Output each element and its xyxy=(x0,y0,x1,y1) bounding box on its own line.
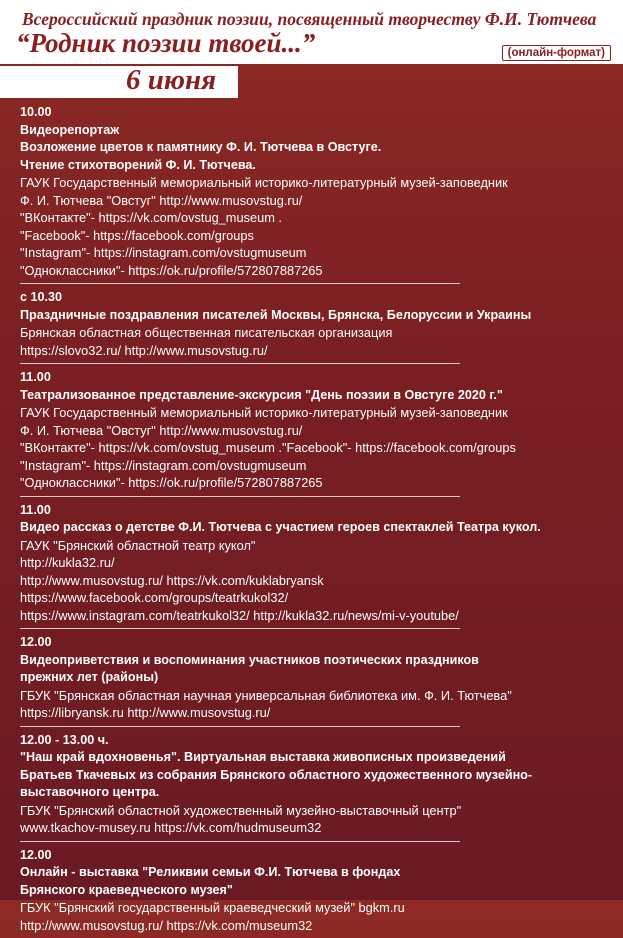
event-time: 12.00 - 13.00 ч. xyxy=(20,732,109,747)
event-detail-line: https://libryansk.ru http://www.musovstug.ru/ xyxy=(20,705,271,720)
event-detail-line: "ВКонтакте"- https://vk.com/ovstug_museum ."Facebook"- https://facebook.com/groups xyxy=(20,440,516,455)
event-detail-line: ГАУК Государственный мемориальный историко-литературный музей-заповедник xyxy=(20,175,508,190)
event-title: Видеоприветствия и воспоминания участников поэтических праздников xyxy=(20,652,479,667)
event-divider xyxy=(20,628,460,629)
event-detail-line: "Instagram"- https://instagram.com/ovstugmuseum xyxy=(20,457,307,473)
event-divider xyxy=(20,283,460,284)
schedule-event xyxy=(20,369,615,492)
event-detail-line: ГБУК "Брянский государственный краеведческий музей" bgkm.ru xyxy=(20,900,405,915)
event-detail-line: Ф. И. Тютчева "Овстуг" http://www.musovstug.ru/ xyxy=(20,192,303,208)
event-divider xyxy=(20,496,460,497)
date-banner xyxy=(0,66,238,98)
event-title: выставочного центра. xyxy=(20,785,160,799)
event-detail-line: www.tkachov-musey.ru https://vk.com/hudmuseum32 xyxy=(20,820,322,835)
event-title: Возложение цветов к памятнику Ф. И. Тютчева в Овстуге. xyxy=(20,140,382,154)
festival-motto: “Родник поэзии твоей...” xyxy=(16,28,316,58)
event-time: 10.00 xyxy=(20,105,52,119)
event-detail-line: "ВКонтакте"- https://vk.com/ovstug_museum . xyxy=(20,210,282,225)
event-title: Театрализованное представление-экскурсия "День поэзии в Овстуге 2020 г." xyxy=(20,387,503,402)
event-detail-line: https://slovo32.ru/ http://www.musovstug.ru/ xyxy=(20,342,268,358)
schedule-event xyxy=(20,634,615,722)
event-time: с 10.30 xyxy=(20,290,63,304)
event-date: 6 июня xyxy=(126,64,217,96)
event-detail-line: ГАУК Государственный мемориальный историко-литературный музей-заповедник xyxy=(20,405,508,420)
schedule-event xyxy=(20,104,615,279)
festival-title: Всероссийский праздник поэзии, посвященный творчеству Ф.И. Тютчева xyxy=(22,9,597,29)
event-detail-line: http://kukla32.ru/ xyxy=(20,555,115,570)
event-title: прежних лет (районы) xyxy=(20,670,159,684)
event-detail-line: "Instagram"- https://instagram.com/ovstugmuseum xyxy=(20,245,307,260)
event-title: Брянского краеведческого музея" xyxy=(20,882,233,897)
event-divider xyxy=(20,363,460,364)
event-title: Видео рассказ о детстве Ф.И. Тютчева с участием героев спектаклей Театра кукол. xyxy=(20,520,541,534)
event-divider xyxy=(20,841,460,842)
event-time: 11.00 xyxy=(20,370,51,384)
schedule-event xyxy=(20,289,615,359)
event-detail-line: Ф. И. Тютчева "Овстуг" http://www.musovstug.ru/ xyxy=(20,422,303,438)
schedule-event xyxy=(20,732,615,837)
event-detail-line: ГАУК "Брянский областной театр кукол" xyxy=(20,537,256,553)
event-time: 12.00 xyxy=(20,847,52,862)
event-title: Видеорепортаж xyxy=(20,122,120,137)
event-title: Чтение стихотворений Ф. И. Тютчева. xyxy=(20,157,256,172)
event-detail-line: "Одноклассники"- https://ok.ru/profile/572807887265 xyxy=(20,262,323,278)
schedule-event xyxy=(20,847,615,935)
event-detail-line: https://www.instagram.com/teatrkukol32/ http://kukla32.ru/news/mi-v-youtube/ xyxy=(20,607,459,623)
event-detail-line: http://www.musovstug.ru/ https://vk.com/kuklabryansk xyxy=(20,572,324,588)
event-title: Праздничные поздравления писателей Москвы, Брянска, Белоруссии и Украины xyxy=(20,307,532,322)
event-detail-line: ГБУК "Брянский областной художественный музейно-выставочный центр" xyxy=(20,802,462,818)
event-title: "Наш край вдохновенья". Виртуальная выставка живописных произведений xyxy=(20,750,506,764)
event-title: Братьев Ткачевых из собрания Брянского областного художественного музейно- xyxy=(20,767,533,782)
event-detail-line: https://www.facebook.com/groups/teatrkukol32/ xyxy=(20,590,289,605)
event-detail-line: "Одноклассники"- https://ok.ru/profile/572807887265 xyxy=(20,475,323,490)
event-detail-line: "Facebook"- https://facebook.com/groups xyxy=(20,227,254,243)
online-format-badge: (онлайн-формат) xyxy=(502,45,611,61)
event-detail-line: http://www.musovstug.ru/ https://vk.com/museum32 xyxy=(20,917,313,933)
event-title: Онлайн - выставка "Реликвии семьи Ф.И. Тютчева в фондах xyxy=(20,865,401,879)
event-detail-line: ГБУК "Брянская областная научная универсальная библиотека им. Ф. И. Тютчева" xyxy=(20,687,512,703)
event-time: 12.00 xyxy=(20,635,52,649)
event-time: 11.00 xyxy=(20,502,51,517)
schedule xyxy=(20,104,615,938)
schedule-event xyxy=(20,502,615,625)
event-detail-line: Брянская областная общественная писательская организация xyxy=(20,325,393,340)
event-divider xyxy=(20,726,460,727)
